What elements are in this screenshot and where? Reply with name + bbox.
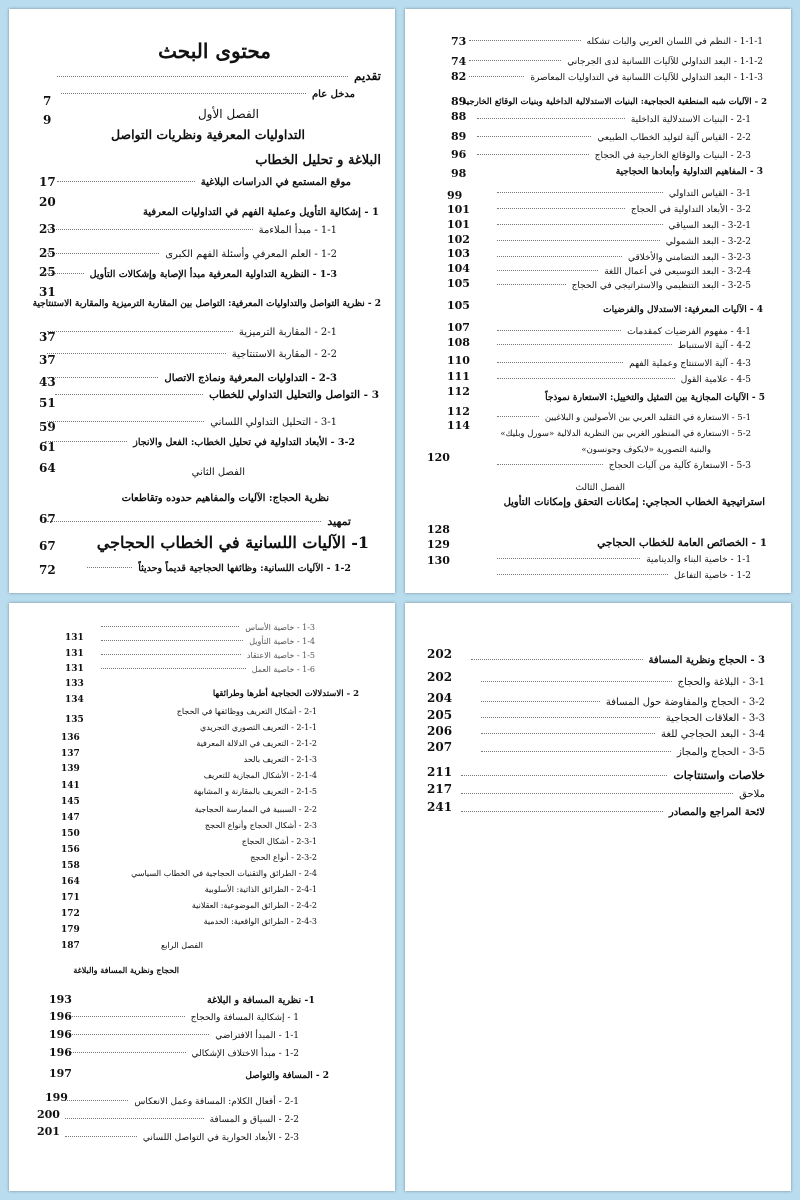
toc-entry: تقديم [51,69,381,83]
page-number: 196 [49,1010,72,1023]
toc-entry: 2-1-2 - التعريف في الدلالة المعرفية [196,739,317,748]
toc-entry: 2-3 - الأبعاد الحوارية في التواصل اللساني [59,1133,299,1143]
toc-entry: 1-1 - خاصية البناء والدينامية [491,555,751,565]
section-heading: 5 - الآليات المجازية بين التمثيل والتخييل: الاستعارة نموذجاً [545,393,765,403]
page-number: 128 [427,523,450,536]
toc-entry: 3-1 - التحليل التداولي اللساني [41,417,337,428]
toc-entry: مدخل عام [55,89,355,100]
page-number: 67 [39,512,56,526]
page-number: 205 [427,708,453,722]
page-number: 82 [451,70,467,83]
chapter-title: الحجاج ونظرية المسافة والبلاغة [73,965,179,975]
toc-entry: 3-2-1 - البعد السياقي [491,221,751,231]
page-number: 51 [39,396,56,410]
page-number: 131 [65,649,84,659]
toc-entry: 2-4-2 - الطرائق الموضوعية: العقلانية [191,901,317,910]
chapter-label: الفصل الأول [197,107,259,121]
toc-entry: 3-2 - الأبعاد التداولية في تحليل الخطاب: الفعل والانجاز [39,437,355,448]
toc-entry: 4-2 - آلية الاستنباط [491,341,751,351]
section-heading: 2 - نظرية التواصل والتداوليات المعرفية: التواصل بين المقاربة الترميزية والمقاربة الاستنتاجية [32,299,381,309]
toc-page-2 [405,9,791,593]
page-number: 74 [451,55,467,68]
page-number: 88 [451,110,467,123]
page-number: 139 [61,764,80,774]
toc-entry: 4-5 - علامية القول [491,375,751,385]
page-number: 89 [451,130,467,143]
page-number: 61 [39,440,56,454]
page-number: 37 [39,330,56,344]
page-number: 135 [65,715,84,725]
page-number: 204 [427,691,453,705]
toc-entry: 1-2 - العلم المعرفي وأسئلة الفهم الكبرى [41,249,337,260]
page-number: 25 [39,246,56,260]
page-number: 89 [451,95,467,108]
toc-entry: 2-2 - المقاربة الاستنتاجية [41,349,337,360]
page-number: 207 [427,740,453,754]
page-number: 199 [45,1091,68,1104]
page-number: 193 [49,993,72,1006]
toc-entry: 2-1-3 - التعريف بالحد [243,755,317,764]
toc-entry: 3-2-3 - البعد التضامني والأخلاقي [491,253,751,263]
toc-entry: 3-4 - البعد الحجاجي للغة [475,729,765,740]
toc-entry: 4-3 - آلية الاستنتاج وعملية الفهم [491,359,751,369]
page-number: 96 [451,148,467,161]
page-number: 134 [65,695,84,705]
page-number: 179 [61,925,80,935]
page-number: 105 [447,299,470,312]
page-number: 112 [447,385,470,398]
toc-page-1 [9,9,395,593]
toc-entry: 3-5 - الحجاج والمجاز [475,747,765,758]
toc-entry: 1-4 - خاصية التأويل [95,637,315,646]
toc-entry: 2-1 - أفعال الكلام: المسافة وعمل الانعكاس [59,1097,299,1107]
toc-entry: 2-2 - القياس آلية لتوليد الخطاب الطبيعي [471,133,751,143]
page-number: 7 [43,94,52,108]
section-heading: 1 - الخصائص العامة للخطاب الحجاجي [597,537,767,549]
section-heading: 3 - المفاهيم التداولية وأبعادها الحجاجية [615,167,763,177]
toc-entry: 1-1-2 - البعد التداولي للآليات اللسانية لدى الجرجاني [463,57,763,67]
page-number: 150 [61,829,80,839]
page-number: 241 [427,800,453,814]
section-heading: 1- الآليات اللسانية في الخطاب الحجاجي [96,533,369,552]
page-number: 136 [61,733,80,743]
page-number: 112 [447,405,470,418]
toc-entry: 1-5 - خاصية الاعتقاد [95,651,315,660]
page-number: 9 [43,113,52,127]
page-number: 147 [61,813,80,823]
toc-entry: 2-3-2 - أنواع الحجج [250,853,317,862]
page-number: 20 [39,195,56,209]
page-number: 202 [427,670,453,684]
toc-entry: 2-1 - المقاربة الترميزية [41,327,337,338]
page-number: 101 [447,218,470,231]
toc-entry: 2-4-3 - الطرائق الواقعية: الخدمية [203,917,317,926]
toc-entry: 3-2 - الأبعاد التداولية في الحجاج [491,205,751,215]
page-number: 197 [49,1067,72,1080]
toc-entry: 3-2-2 - البعد الشمولي [491,237,751,247]
page-number: 99 [447,189,463,202]
page-number: 145 [61,797,80,807]
page-number: 158 [61,861,80,871]
page-number: 102 [447,233,470,246]
page-number: 196 [49,1046,72,1059]
page-number: 133 [65,679,84,689]
toc-entry: موقع المستمع في الدراسات البلاغية [51,177,351,188]
page-number: 110 [447,354,470,367]
page-number: 108 [447,336,470,349]
page-number: 37 [39,353,56,367]
section-heading: 2 - الآليات شبه المنطقية الحجاجية: البنيات الاستدلالية الداخلية وبنيات الوقائع الخارجية [462,97,767,107]
toc-entry: 2-2 - السببية في الممارسة الحجاجية [194,805,317,814]
chapter-title: استراتيجية الخطاب الحجاجي: إمكانات التحقق وإمكانات التأويل [503,497,765,508]
toc-entry: 2-3 - البنيات والوقائع الخارجية في الحجاج [471,151,751,161]
section-heading: 4 - الآليات المعرفية: الاستدلال والفرضيات [603,305,763,315]
toc-entry: 2-1-4 - الأشكال المجازية للتعريف [203,771,317,780]
page-number: 201 [37,1125,60,1138]
toc-entry: 1-3 - خاصية الأساس [95,623,315,632]
page-number: 64 [39,461,56,475]
toc-entry: 2-1 - البنيات الاستدلالية الداخلية [471,115,751,125]
toc-entry: 3 - التواصل والتحليل التداولي للخطاب [49,389,379,401]
section-heading: 3 - الحجاج ونظرية المسافة [465,655,765,666]
toc-entry: تمهيد [41,515,351,528]
toc-entry: 1 - إشكالية المسافة والحجاج [59,1013,299,1023]
toc-entry: 2-2 - السياق و المسافة [59,1115,299,1125]
page-number: 200 [37,1108,60,1121]
page-number: 156 [61,845,80,855]
toc-entry: 2-4 - الطرائق والتقنيات الحجاجية في الخطاب السياسي [131,869,317,878]
page-number: 104 [447,262,470,275]
page-number: 73 [451,35,467,48]
page-number: 196 [49,1028,72,1041]
section-heading: 1 - إشكالية التأويل وعملية الفهم في التداوليات المعرفية [142,207,379,218]
page-number: 131 [65,633,84,643]
page-number: 101 [447,203,470,216]
toc-entry: 5-1 - الاستعارة في التقليد العربي بين الأصوليين و البلاغيين [491,413,751,423]
page-number: 23 [39,222,56,236]
page-number: 59 [39,420,56,434]
toc-entry: 2-4-1 - الطرائق الذاتية: الأسلوبية [204,885,317,894]
toc-page-4 [405,603,791,1191]
toc-entry: ملاحق [455,789,765,800]
chapter-title: نظرية الحجاج: الآليات والمفاهيم حدوده وتقاطعات [121,493,329,504]
toc-entry: 1-1-1 - النظم في اللسان العربي والبات تشكله [463,37,763,47]
page-number: 206 [427,724,453,738]
page-number: 130 [427,554,450,567]
toc-entry: 3-1 - القياس التداولي [491,189,751,199]
toc-entry: والبنية التصورية «لايكوف وجونسون» [581,445,711,455]
toc-page-3 [9,603,395,1191]
toc-entry: 1-2 - مبدأ الاختلاف الإشكالي [59,1049,299,1059]
page-number: 98 [451,167,467,180]
toc-entry: 2-3 - أشكال الحجاج وأنواع الحجج [204,821,317,830]
section-heading: 2 - الاستدلالات الحجاجية أطرها وطرائقها [212,689,359,699]
page-number: 172 [61,909,80,919]
toc-entry: 5-2 - الاستعارة في المنظور الغربي بين النظرية الدلالية «سورل وبليك» [500,429,751,439]
page-number: 164 [61,877,80,887]
page-number: 17 [39,175,56,189]
page-number: 187 [61,941,80,951]
page-number: 72 [39,563,56,577]
toc-entry: 2-1-5 - التعريف بالمقارنة و المشابهة [193,787,317,796]
toc-entry: 2-3 - التداوليات المعرفية ونماذج الاتصال [41,373,337,384]
page-number: 105 [447,277,470,290]
toc-entry: 3-1 - البلاغة والحجاج [475,677,765,688]
toc-entry: لائحة المراجع والمصادر [455,807,765,818]
page-title: محتوى البحث [158,39,271,63]
toc-entry: 2-1-1 - التعريف التصوري التجريدي [199,723,317,732]
toc-entry: 1-2 - الآليات اللسانية: وظائفها الحجاجية قديماً وحديثاً [81,563,351,574]
page-number: 25 [39,265,56,279]
toc-entry: 1-1-3 - البعد التداولي للآليات اللسانية في التداوليات المعاصرة [463,73,763,83]
page-number: 114 [447,419,470,432]
page-number: 111 [447,370,470,383]
toc-entry: 3-2 - الحجاج والمفاوضة حول المسافة [475,697,765,708]
page-number: 217 [427,782,453,796]
toc-entry: 1-3 - النظرية التداولية المعرفية مبدأ الإصابة وإشكالات التأويل [37,269,337,280]
page-number: 43 [39,375,56,389]
page-number: 129 [427,538,450,551]
page-number: 67 [39,539,56,553]
page-number: 171 [61,893,80,903]
toc-entry: 1-2 - خاصية التفاعل [491,571,751,581]
toc-entry: 3-2-4 - البعد التوسيعي في أعمال اللغة [491,267,751,277]
section-heading: البلاغة و تحليل الخطاب [255,153,381,168]
page-number: 103 [447,247,470,260]
toc-entry: 5-3 - الاستعارة كآلية من آليات الحجاج [491,461,751,471]
chapter-label: الفصل الثاني [191,467,245,478]
toc-entry: 1-1 - مبدأ الملاءمة [41,225,337,236]
toc-entry: 2-1 - أشكال التعريف ووظائفها في الحجاج [176,707,317,716]
toc-entry: 4-1 - مفهوم الفرضيات كمقدمات [491,327,751,337]
page-number: 107 [447,321,470,334]
page-number: 141 [61,781,80,791]
toc-entry: 3-2-5 - البعد التنظيمي والاستراتيجي في الحجاج [491,281,751,291]
toc-entry: 1-6 - خاصية العمل [95,665,315,674]
chapter-label: الفصل الرابع [160,941,203,950]
toc-entry: 2-3-1 - أشكال الحجاج [241,837,317,846]
chapter-label: الفصل الثالث [575,483,625,493]
page-number: 211 [427,765,453,779]
chapter-title: التداوليات المعرفية ونظريات التواصل [110,127,305,142]
page-number: 131 [65,664,84,674]
section-heading: 2 - المسافة والتواصل [245,1071,329,1081]
section-heading: خلاصات واستنتاجات [455,769,765,782]
toc-entry: 1-1 - المبدأ الافتراضي [59,1031,299,1041]
page-number: 120 [427,451,450,464]
page-number: 202 [427,647,453,661]
toc-entry: 3-3 - العلاقات الحجاجية [475,713,765,724]
page-number: 137 [61,749,80,759]
page-number: 31 [39,285,56,299]
section-heading: 1- نظرية المسافة و البلاغة [207,995,315,1006]
